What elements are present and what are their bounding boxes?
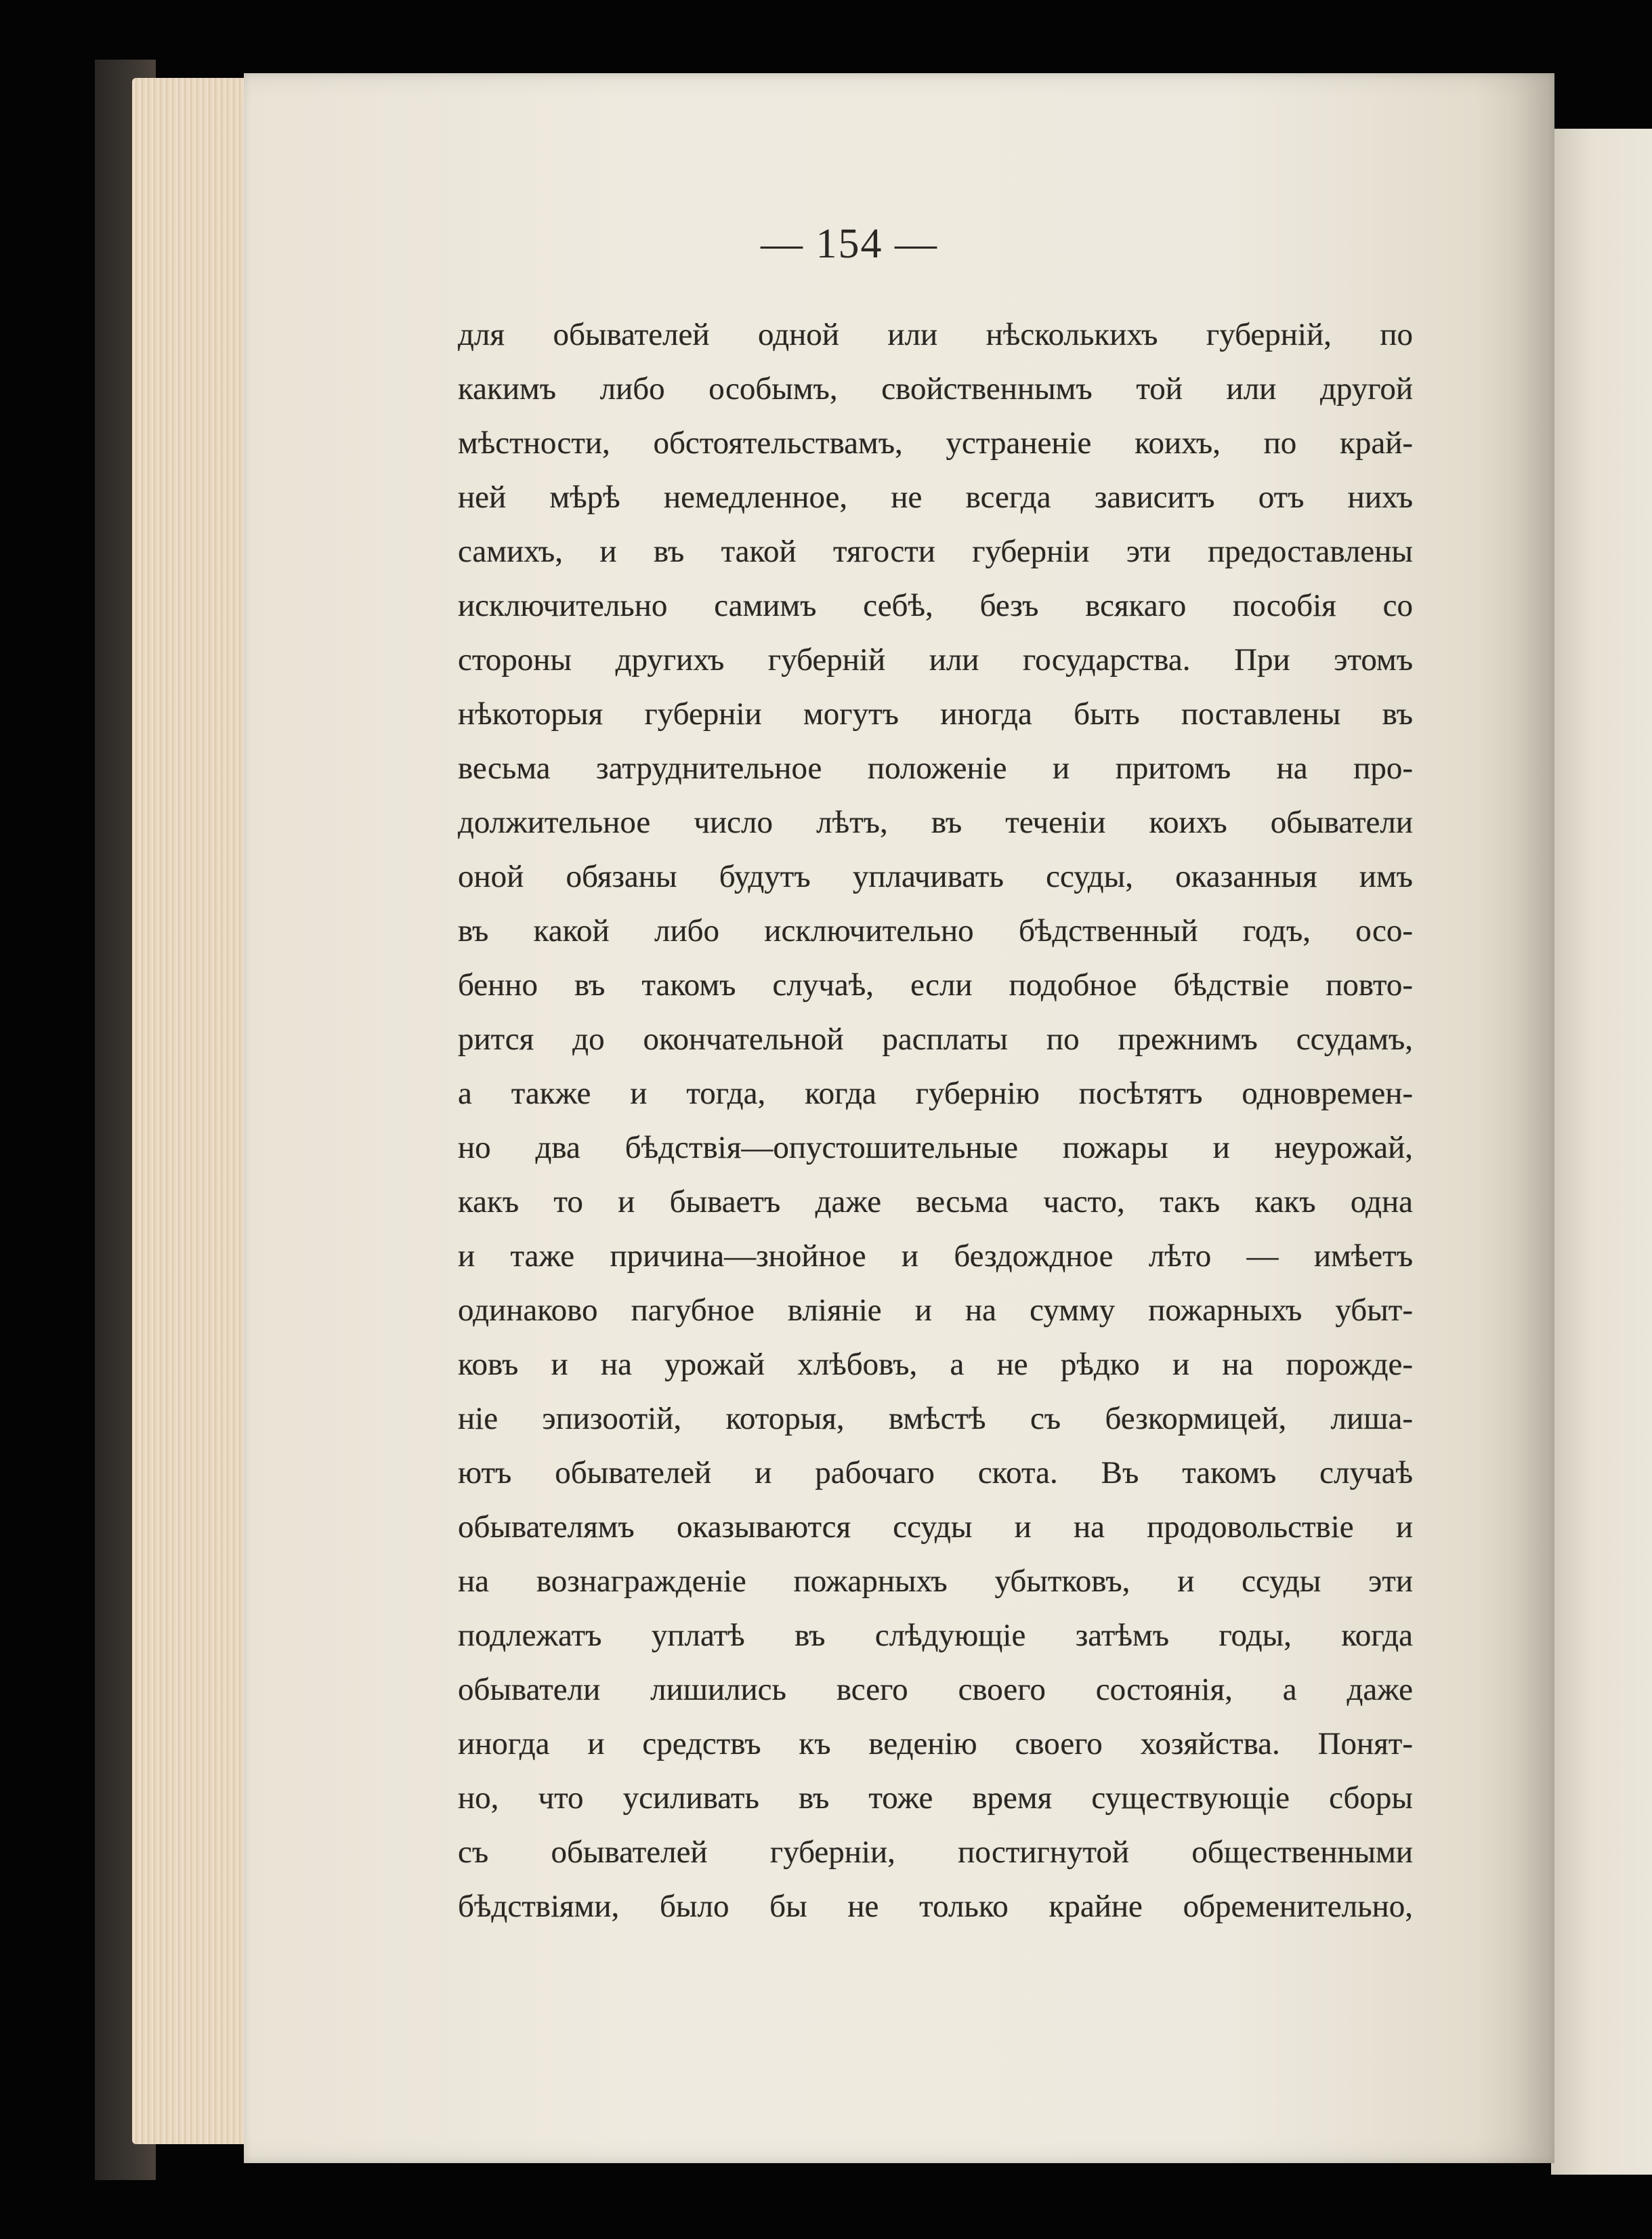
text-line: какъ то и бываетъ даже весьма часто, такъ какъ одна	[458, 1184, 1413, 1219]
text-line: ковъ и на урожай хлѣбовъ, а не рѣдко и на порожде-	[458, 1347, 1413, 1382]
text-line: одинаково пагубное вліяніе и на сумму пожарныхъ убыт-	[458, 1293, 1413, 1328]
facing-page-edge	[1551, 129, 1652, 2175]
text-line: рится до окончательной расплаты по прежнимъ ссудамъ,	[458, 1022, 1413, 1057]
text-line: но, что усиливать въ тоже время существующіе сборы	[458, 1780, 1413, 1816]
text-line: исключительно самимъ себѣ, безъ всякаго пособія со	[458, 588, 1413, 623]
text-line: бѣдствіями, было бы не только крайне обременительно,	[458, 1889, 1413, 1924]
page-number: — 154 —	[761, 221, 938, 267]
text-line: а также и тогда, когда губернію посѣтятъ одновремен-	[458, 1076, 1413, 1111]
text-line: но два бѣдствія—опустошительные пожары и неурожай,	[458, 1130, 1413, 1165]
text-line: стороны другихъ губерній или государства. При этомъ	[458, 642, 1413, 677]
text-line: подлежатъ уплатѣ въ слѣдующіе затѣмъ годы, когда	[458, 1618, 1413, 1653]
text-line: должительное число лѣтъ, въ теченіи коихъ обыватели	[458, 805, 1413, 840]
text-line: для обывателей одной или нѣсколькихъ губерній, по	[458, 317, 1413, 352]
text-line: бенно въ такомъ случаѣ, если подобное бѣдствіе повто-	[458, 967, 1413, 1003]
body-text	[458, 308, 1413, 1933]
text-line: иногда и средствъ къ веденію своего хозяйства. Понят-	[458, 1726, 1413, 1761]
text-line: и таже причина—знойное и бездождное лѣто — имѣетъ	[458, 1238, 1413, 1274]
text-line: на вознагражденіе пожарныхъ убытковъ, и ссуды эти	[458, 1564, 1413, 1599]
text-line: оной обязаны будутъ уплачивать ссуды, оказанныя имъ	[458, 859, 1413, 894]
text-line: съ обывателей губерніи, постигнутой общественными	[458, 1835, 1413, 1870]
text-line: весьма затруднительное положеніе и притомъ на про-	[458, 751, 1413, 786]
text-line: ней мѣрѣ немедленное, не всегда зависитъ отъ нихъ	[458, 480, 1413, 515]
text-line: обывателямъ оказываются ссуды и на продовольствіе и	[458, 1509, 1413, 1545]
text-line: ютъ обывателей и рабочаго скота. Въ такомъ случаѣ	[458, 1455, 1413, 1490]
text-line: какимъ либо особымъ, свойственнымъ той или другой	[458, 371, 1413, 406]
text-line: въ какой либо исключительно бѣдственный годъ, осо-	[458, 913, 1413, 948]
text-line: нѣкоторыя губерніи могутъ иногда быть поставлены въ	[458, 696, 1413, 732]
text-line: ніе эпизоотій, которыя, вмѣстѣ съ безкормицей, лиша-	[458, 1401, 1413, 1436]
text-line: мѣстности, обстоятельствамъ, устраненіе коихъ, по край-	[458, 425, 1413, 461]
text-line: обыватели лишились всего своего состоянія, а даже	[458, 1672, 1413, 1707]
text-line: самихъ, и въ такой тягости губерніи эти предоставлены	[458, 534, 1413, 569]
